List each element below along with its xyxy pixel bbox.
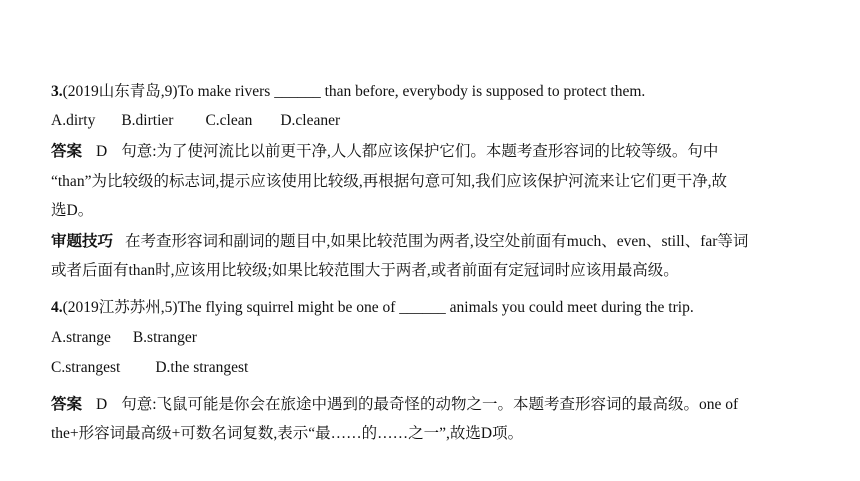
question-4-options-row-2: [51, 358, 248, 378]
question-3-analysis-line-3: 选D。: [51, 202, 94, 219]
option-a: A.dirty: [51, 112, 96, 129]
answer-letter: D: [96, 143, 108, 160]
analysis-text: 句意:飞鼠可能是你会在旅途中遇到的最奇怪的动物之一。本题考查形容词的最高级。one of: [121, 396, 739, 413]
question-3-analysis-line-2: “than”为比较级的标志词,提示应该使用比较级,再根据句意可知,我们应该保护河流来让它们更干净,故: [51, 173, 727, 190]
question-3-tip: [51, 232, 748, 252]
option-d: D.the strangest: [155, 359, 249, 376]
option-c: C.clean: [205, 112, 253, 129]
tip-label: 审题技巧: [51, 233, 114, 250]
question-4-number: 4.: [51, 299, 63, 316]
question-4-analysis-line-2: the+形容词最高级+可数名词复数,表示“最……的……之一”,故选D项。: [51, 425, 524, 442]
option-d: D.cleaner: [280, 112, 341, 129]
question-3-stem: [51, 82, 645, 102]
question-4-stem: [51, 298, 694, 318]
tip-text: 在考查形容词和副词的题目中,如果比较范围为两者,设空处前面有much、even、still、far等词: [125, 233, 749, 250]
question-4-source: (2019江苏苏州,5): [62, 299, 178, 316]
question-3-answer: [51, 142, 718, 162]
answer-label: 答案: [51, 396, 83, 413]
question-3-tip-line-2: 或者后面有than时,应该用比较级;如果比较范围大于两者,或者前面有定冠词时应该用最高级。: [51, 262, 679, 279]
answer-label: 答案: [51, 143, 83, 160]
answer-letter: D: [96, 396, 108, 413]
analysis-text: 句意:为了使河流比以前更干净,人人都应该保护它们。本题考查形容词的比较等级。句中: [121, 143, 719, 160]
question-3-number: 3.: [51, 83, 63, 100]
question-3-source: (2019山东青岛,9): [62, 83, 178, 100]
option-b: B.dirtier: [121, 112, 174, 129]
option-b: B.stranger: [132, 329, 197, 346]
question-4-options-row-1: [51, 328, 197, 348]
question-4-answer: [51, 395, 738, 415]
question-3-text: To make rivers ______ than before, everybody is supposed to protect them.: [177, 83, 646, 100]
option-c: C.strangest: [51, 359, 121, 376]
option-a: A.strange: [51, 329, 111, 346]
question-3-options: [51, 111, 340, 131]
question-4-text: The flying squirrel might be one of ______ animals you could meet during the trip.: [177, 299, 694, 316]
